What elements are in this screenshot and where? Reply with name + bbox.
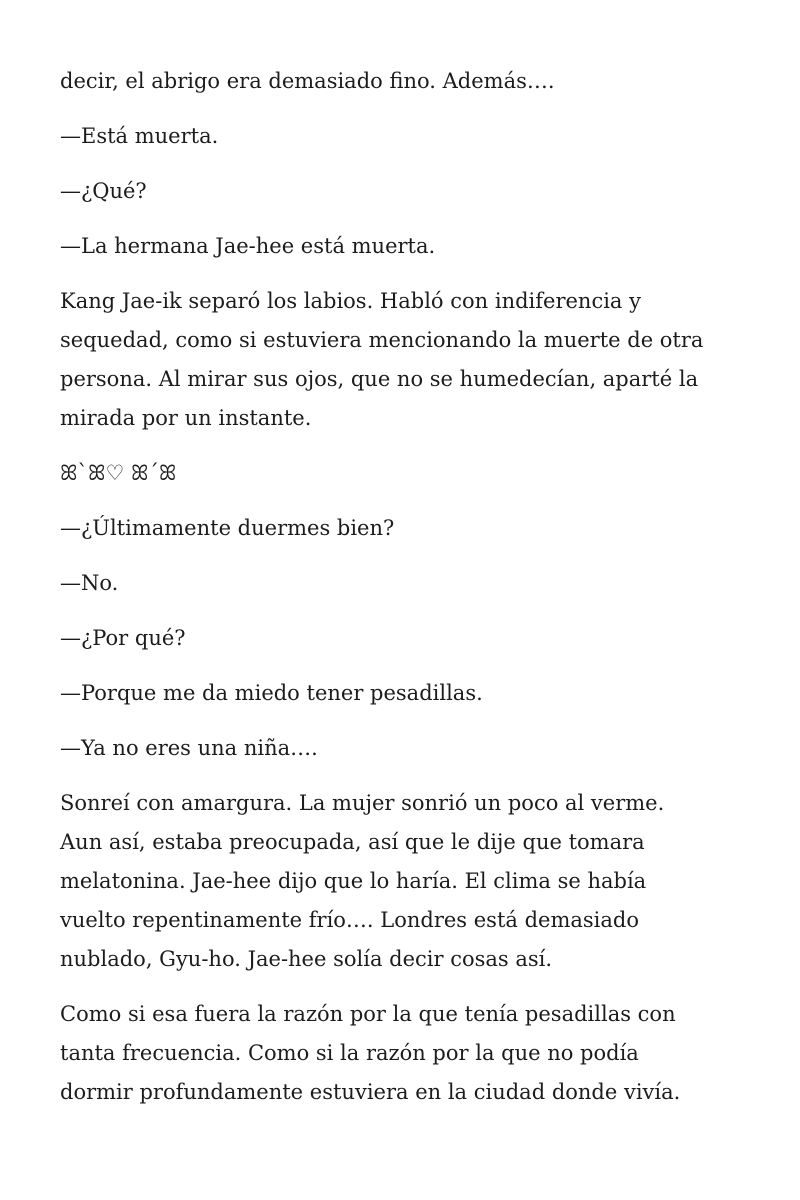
dialogue-line [60, 619, 740, 658]
paragraph [60, 62, 740, 101]
dialogue-line [60, 674, 740, 713]
paragraph [60, 784, 740, 979]
text-line: melatonina. Jae-hee dijo que lo haría. El clima se había [60, 869, 647, 893]
text-line: tanta frecuencia. Como si la razón por la que no podía [60, 1041, 639, 1065]
dialogue-line [60, 227, 740, 266]
text-line: —No. [60, 571, 119, 595]
text-line: —Porque me da miedo tener pesadillas. [60, 681, 483, 705]
text-line: persona. Al mirar sus ojos, que no se humedecían, aparté la [60, 367, 699, 391]
dialogue-line [60, 729, 740, 768]
text-line: vuelto repentinamente frío…. Londres está demasiado [60, 908, 639, 932]
text-line: Como si esa fuera la razón por la que tenía pesadillas con [60, 1002, 676, 1026]
dialogue-line [60, 564, 740, 603]
text-line: Aun así, estaba preocupada, así que le dije que tomara [60, 830, 645, 854]
text-line: mirada por un instante. [60, 406, 312, 430]
text-line: —¿Qué? [60, 179, 147, 203]
text-line: dormir profundamente estuviera en la ciudad donde vivía. [60, 1080, 681, 1104]
text-line: —Ya no eres una niña…. [60, 736, 318, 760]
text-line: —La hermana Jae-hee está muerta. [60, 234, 436, 258]
text-line: nublado, Gyu-ho. Jae-hee solía decir cosas así. [60, 947, 553, 971]
text-line: sequedad, como si estuviera mencionando la muerte de otra [60, 328, 704, 352]
text-line: —¿Últimamente duermes bien? [60, 516, 395, 540]
dialogue-line [60, 117, 740, 156]
separator-text: ꕤ`ꕤ♡ ꕤ´ꕤ [60, 461, 177, 485]
text-line: —Está muerta. [60, 124, 219, 148]
scene-separator [60, 454, 740, 493]
text-line: decir, el abrigo era demasiado fino. Además…. [60, 69, 555, 93]
text-line: Kang Jae-ik separó los labios. Habló con indiferencia y [60, 289, 641, 313]
text-line: Sonreí con amargura. La mujer sonrió un poco al verme. [60, 791, 665, 815]
text-line: —¿Por qué? [60, 626, 186, 650]
dialogue-line [60, 509, 740, 548]
paragraph [60, 995, 740, 1112]
dialogue-line [60, 172, 740, 211]
paragraph [60, 282, 740, 438]
